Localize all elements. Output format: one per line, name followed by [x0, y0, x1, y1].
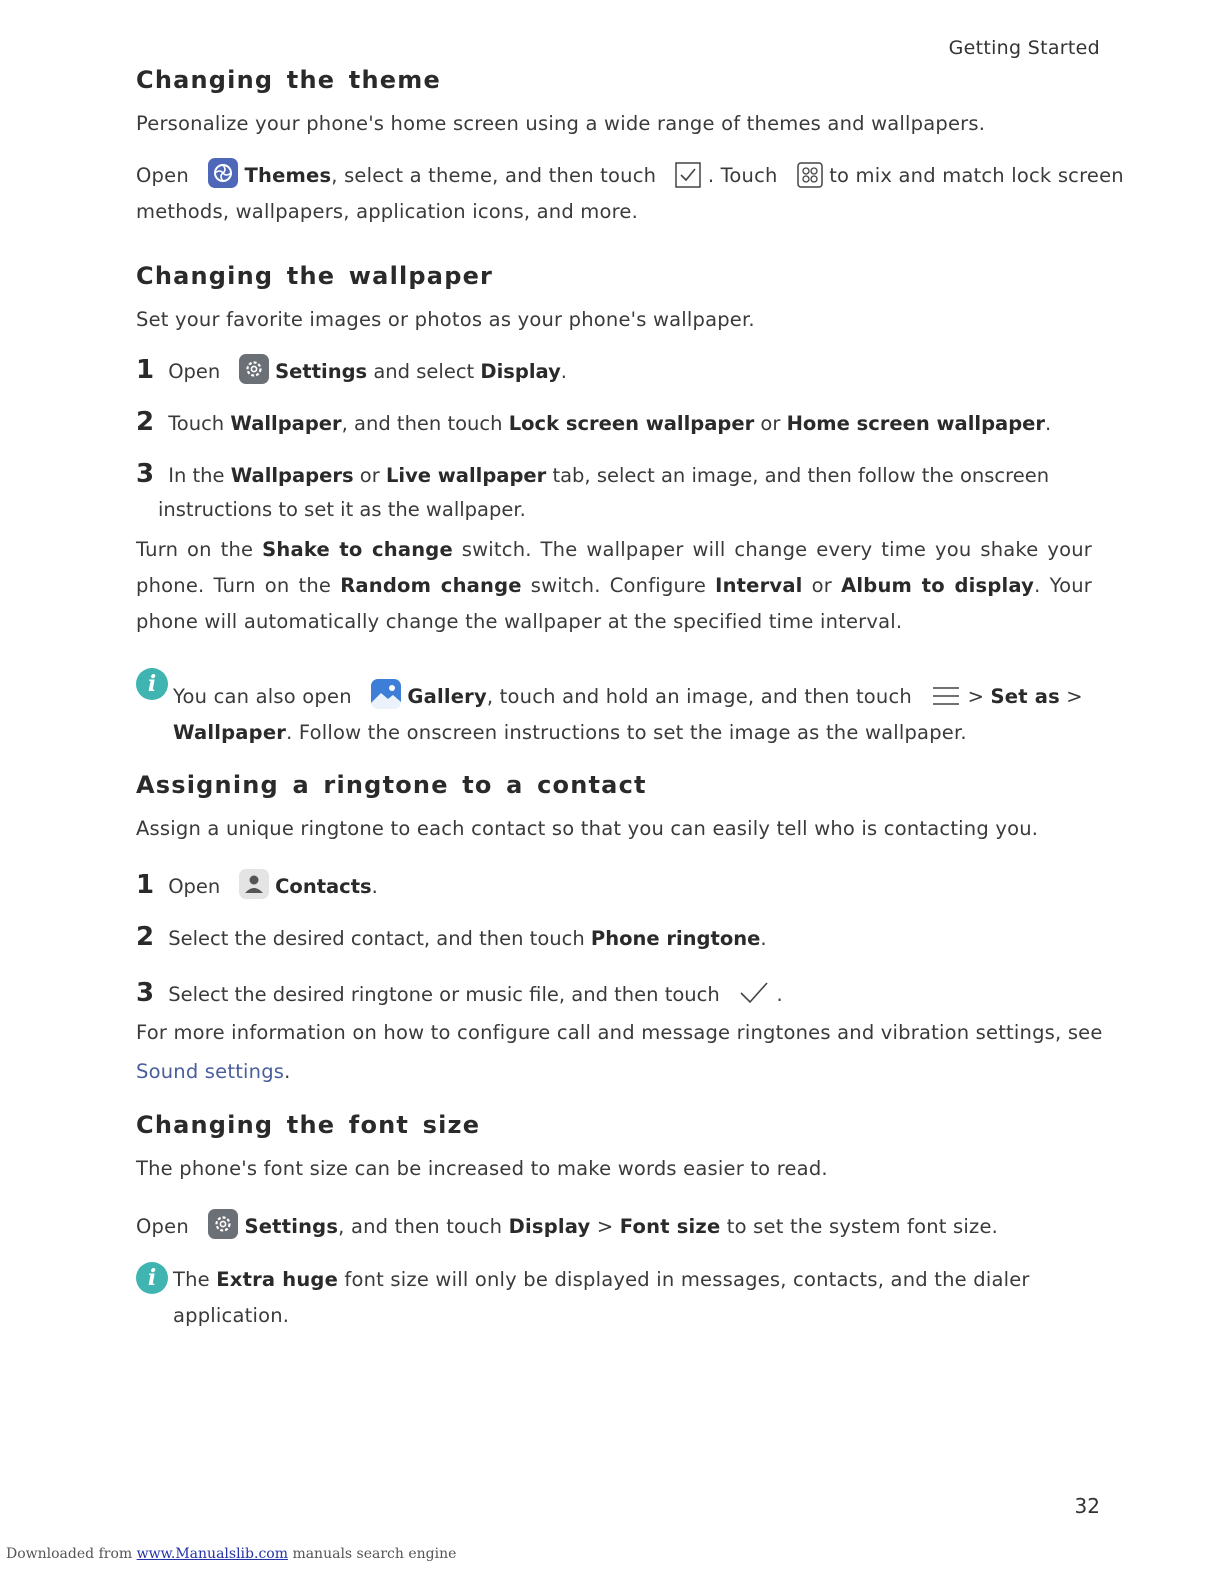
wallpaper-intro: Set your favorite images or photos as your phone's wallpaper. — [136, 308, 755, 331]
download-footer: Downloaded from www.Manualslib.com manuals search engine — [6, 1546, 457, 1562]
ringtone-step-3: 3 Select the desired ringtone or music file, and then touch . — [136, 975, 783, 1019]
heading-assign-ringtone: Assigning a ringtone to a contact — [136, 771, 647, 799]
wallpaper-step-1: 1 Open Settings and select Display. — [136, 352, 567, 396]
ringtone-more-info-line2: Sound settings. — [136, 1060, 291, 1083]
info-note-icon: i — [136, 1262, 168, 1294]
font-note: The Extra huge font size will only be displayed in messages, contacts, and the dialer — [173, 1268, 1030, 1291]
wallpaper-step-2: 2 Touch Wallpaper, and then touch Lock screen wallpaper or Home screen wallpaper. — [136, 407, 1052, 437]
gallery-note-line2: Wallpaper. Follow the onscreen instructions to set the image as the wallpaper. — [173, 721, 967, 744]
heading-font-size: Changing the font size — [136, 1111, 481, 1139]
heading-changing-wallpaper: Changing the wallpaper — [136, 262, 494, 290]
checkmark-icon — [738, 979, 770, 1019]
mix-match-grid-icon — [797, 162, 823, 200]
theme-instruction-line2: methods, wallpapers, application icons, and more. — [136, 200, 639, 223]
contacts-app-icon — [239, 869, 269, 911]
font-note-line2: application. — [173, 1304, 290, 1327]
sound-settings-link[interactable]: Sound settings — [136, 1060, 285, 1083]
settings-gear-icon — [239, 354, 269, 396]
ringtone-step-1: 1 Open Contacts. — [136, 867, 378, 911]
manualslib-link[interactable]: www.Manualslib.com — [136, 1546, 288, 1562]
shake-to-change-paragraph: Turn on the Shake to change switch. The wallpaper will change every time you shake your phone. Turn on the Random change switch. Configure Interval or Album to display. Your phone will automatically change the wallpaper at the specified time interval. — [136, 538, 1092, 633]
info-note-icon: i — [136, 668, 168, 700]
wallpaper-step-3-line2: instructions to set it as the wallpaper. — [158, 498, 526, 521]
heading-changing-theme: Changing the theme — [136, 66, 441, 94]
ringtone-step-2: 2 Select the desired contact, and then touch Phone ringtone. — [136, 922, 767, 952]
font-instruction: Open Settings, and then touch Display > Font size to set the system font size. — [136, 1209, 998, 1251]
page-number: 32 — [1074, 1494, 1100, 1518]
font-intro: The phone's font size can be increased to make words easier to read. — [136, 1157, 828, 1180]
ringtone-intro: Assign a unique ringtone to each contact so that you can easily tell who is contacting you. — [136, 817, 1039, 840]
ringtone-more-info: For more information on how to configure call and message ringtones and vibration settings, see — [136, 1021, 1103, 1044]
checkbox-apply-icon — [675, 162, 701, 200]
theme-instruction: Open Themes, select a theme, and then touch . Touch to mix and match lock screen — [136, 158, 1124, 200]
wallpaper-step-3: 3 In the Wallpapers or Live wallpaper tab, select an image, and then follow the onscreen — [136, 459, 1050, 489]
settings-gear-icon — [208, 1209, 238, 1251]
theme-intro: Personalize your phone's home screen using a wide range of themes and wallpapers. — [136, 112, 986, 135]
gallery-note: You can also open Gallery, touch and hold an image, and then touch > Set as > — [173, 679, 1083, 721]
running-header: Getting Started — [948, 37, 1100, 59]
